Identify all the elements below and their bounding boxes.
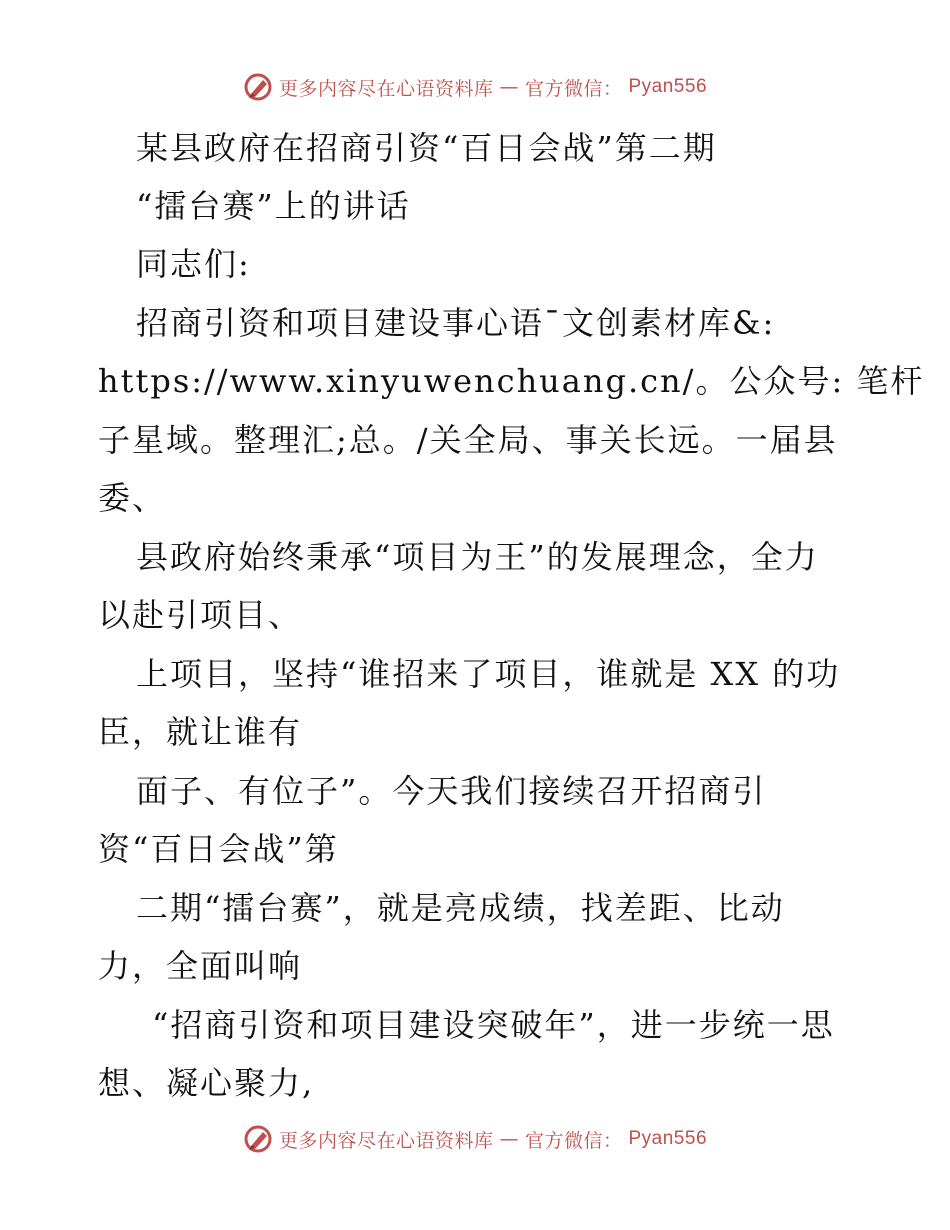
body-line: “招商引资和项目建设突破年”，进一步统一思 xyxy=(152,1006,835,1044)
document-title-line-2: “擂台赛”上的讲话 xyxy=(136,187,411,225)
body-line: 子星域。整理汇;总。/关全局、事关长远。一届县 xyxy=(98,421,838,459)
document-title-line-1: 某县政府在招商引资“百日会战”第二期 xyxy=(136,129,717,167)
body-line: 委、 xyxy=(98,479,167,517)
body-line: 以赴引项目、 xyxy=(98,596,303,634)
body-line: 想、凝心聚力, xyxy=(98,1064,315,1102)
body-line: 力，全面叫响 xyxy=(98,947,303,985)
footer-watermark xyxy=(0,1124,950,1154)
body-line: 县政府始终秉承“项目为王”的发展理念，全力 xyxy=(136,538,819,576)
body-line: 资“百日会战”第 xyxy=(98,830,339,868)
header-watermark xyxy=(0,72,950,102)
watermark-text: 更多内容尽在心语资料库 xyxy=(278,77,494,100)
body-line: 上项目，坚持“谁招来了项目，谁就是 XX 的功 xyxy=(136,655,841,693)
body-line: 臣，就让谁有 xyxy=(98,713,303,751)
watermark-text: 更多内容尽在心语资料库 xyxy=(278,1129,494,1152)
pen-circle-logo-icon xyxy=(243,1124,273,1154)
salutation: 同志们: xyxy=(136,245,251,283)
body-line: 招商引资和项目建设事心语¯文创素材库&: xyxy=(136,304,776,342)
watermark-separator: — xyxy=(499,1128,519,1150)
watermark-label: 官方微信： xyxy=(524,1129,623,1152)
watermark-label: 官方微信： xyxy=(524,77,623,100)
pen-circle-logo-icon xyxy=(243,72,273,102)
body-line: https://www.xinyuwenchuang.cn/。公众号: 笔杆 xyxy=(98,362,925,400)
body-line: 二期“擂台赛”，就是亮成绩，找差距、比动 xyxy=(136,889,785,927)
watermark-handle: Pyan556 xyxy=(628,1128,708,1149)
watermark-separator: — xyxy=(499,76,519,98)
body-line: 面子、有位子”。今天我们接续召开招商引 xyxy=(136,772,767,810)
watermark-handle: Pyan556 xyxy=(628,76,708,97)
